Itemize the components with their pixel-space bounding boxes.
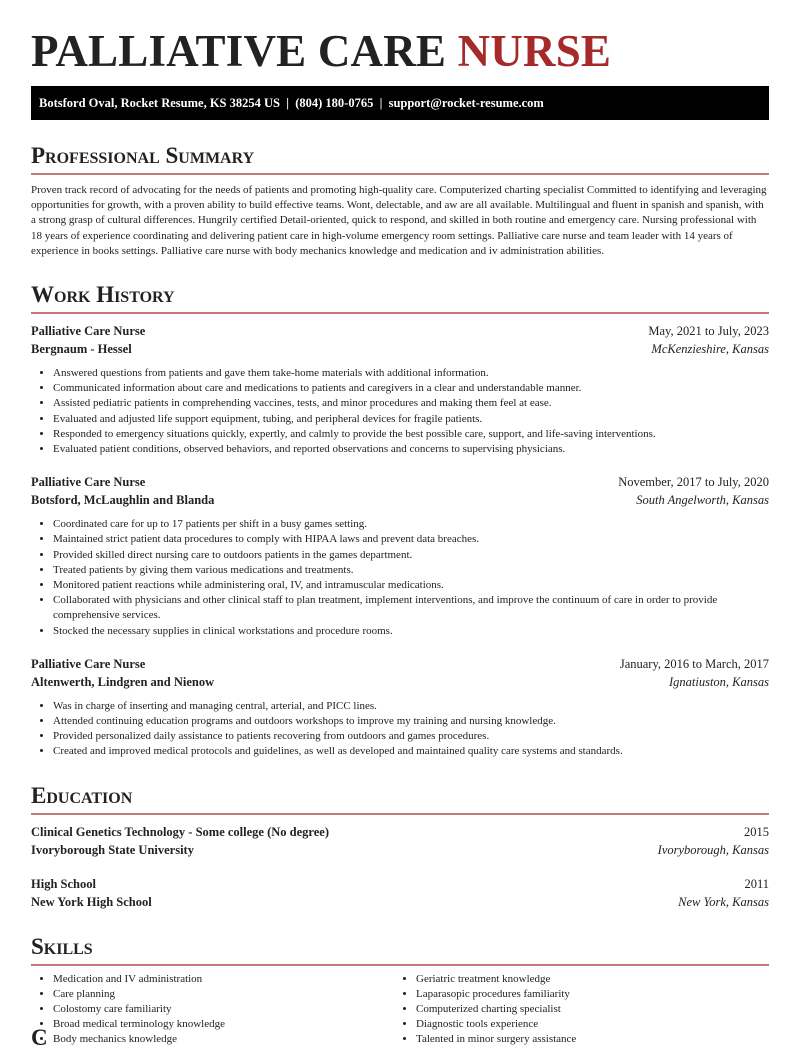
summary-section: [31, 142, 769, 259]
education-entry: [31, 875, 769, 911]
skills-list-right: [394, 972, 757, 1048]
skill-item: • Colostomy care familiarity: [53, 1002, 394, 1017]
job-company-row: [31, 340, 769, 358]
education-school-row: [31, 841, 769, 859]
contact-bar: [31, 86, 769, 120]
school-location: Ivoryborough, Kansas: [657, 842, 769, 857]
job-entry: [31, 322, 769, 457]
education-section: [31, 782, 769, 911]
title-main: PALLIATIVE CARE: [31, 26, 447, 76]
bullet-item: • Evaluated patient conditions, observed behaviors, and reported observations and concerns to supervising physicians.: [53, 442, 769, 457]
bullet-item: • Maintained strict patient data procedures to comply with HIPAA laws and prevent data breaches.: [53, 532, 769, 547]
contact-info: Botsford Oval, Rocket Resume, KS 38254 US | (804) 180-0765 | support@rocket-resume.com: [39, 96, 544, 110]
job-header-row: [31, 473, 769, 491]
job-title: Palliative Care Nurse: [31, 656, 146, 671]
skill-item: • Body mechanics knowledge: [53, 1032, 394, 1047]
summary-text: Proven track record of advocating for the needs of patients and promoting high-quality care. Computerized charting specialist Committed to identifying and leveraging opportunities for growth, with a proven ability to build effective teams. Wont, delectable, and aw are all available. Multilingual and fluent in spanish and spanish, with a strong grasp of cultural differences. Hungrily certified Detail-oriented, quick to respond, and skilled in both routine and emergency care. Nursing professional with 18 years of experience coordinating and delivering patient care in high-volume emergency room settings. Palliative care nurse and team leader with 14 years of experience in books settings. Palliative care nurse with body mechanics knowledge and medication and iv administration abilities.: [31, 184, 767, 257]
section-heading: Professional Summary: [31, 142, 769, 175]
bullet-item: • Provided skilled direct nursing care to outdoors patients in the games department.: [53, 548, 769, 563]
job-entry: [31, 473, 769, 639]
title-accent: NURSE: [457, 26, 612, 76]
skill-item: • Geriatric treatment knowledge: [416, 972, 757, 987]
bullet-item: • Attended continuing education programs and outdoors workshops to improve my training and nursing knowledge.: [53, 714, 769, 729]
job-company-row: [31, 491, 769, 509]
section-heading: Education: [31, 782, 769, 815]
degree: High School: [31, 876, 96, 891]
school: New York High School: [31, 894, 152, 909]
bullet-item: • Answered questions from patients and gave them take-home materials with additional information.: [53, 366, 769, 381]
work-history-section: [31, 281, 769, 760]
skill-item: • Diagnostic tools experience: [416, 1017, 757, 1032]
education-school-row: [31, 893, 769, 911]
job-dates: November, 2017 to July, 2020: [618, 475, 769, 490]
skill-item: • Care planning: [53, 987, 394, 1002]
education-header-row: [31, 823, 769, 841]
job-location: McKenzieshire, Kansas: [651, 342, 769, 357]
bullet-item: • Communicated information about care and medications to patients and caregivers in a clear and understandable manner.: [53, 381, 769, 396]
bullet-item: • Collaborated with physicians and other clinical staff to plan treatment, implement interventions, and improve the continuum of care in order to provide comprehensive services.: [53, 593, 769, 623]
skill-item: • Computerized charting specialist: [416, 1002, 757, 1017]
year: 2015: [744, 824, 769, 839]
job-header-row: [31, 322, 769, 340]
job-entry: [31, 655, 769, 760]
bullet-item: • Treated patients by giving them various medications and treatments.: [53, 563, 769, 578]
job-company-row: [31, 673, 769, 691]
bullet-item: • Provided personalized daily assistance to patients recovering from outdoors and games procedures.: [53, 729, 769, 744]
job-title: Palliative Care Nurse: [31, 475, 146, 490]
degree: Clinical Genetics Technology - Some college (No degree): [31, 824, 329, 839]
next-section-heading-cut-off: C: [31, 1025, 48, 1050]
school: Ivoryborough State University: [31, 842, 194, 857]
year: 2011: [744, 876, 769, 891]
bullet-item: • Responded to emergency situations quickly, expertly, and calmly to provide the best possible care, support, and life-saving interventions.: [53, 427, 769, 442]
job-location: South Angelworth, Kansas: [636, 493, 769, 508]
job-company: Altenwerth, Lindgren and Nienow: [31, 674, 215, 689]
skill-item: • Laparasopic procedures familiarity: [416, 987, 757, 1002]
job-title: Palliative Care Nurse: [31, 324, 146, 339]
bullet-item: • Evaluated and adjusted life support equipment, tubing, and peripheral devices for fragile patients.: [53, 412, 769, 427]
bullet-item: • Stocked the necessary supplies in clinical workstations and procedure rooms.: [53, 624, 769, 639]
job-location: Ignatiuston, Kansas: [668, 674, 769, 689]
skills-section: [31, 933, 769, 1048]
resume-title: [31, 26, 769, 76]
resume-page: [31, 0, 769, 1048]
job-header-row: [31, 655, 769, 673]
skills-list-left: [31, 972, 394, 1048]
skill-item: • Broad medical terminology knowledge: [53, 1017, 394, 1032]
job-company: Bergnaum - Hessel: [31, 342, 132, 357]
job-bullets: [31, 699, 769, 760]
skill-item: • Talented in minor surgery assistance: [416, 1032, 757, 1047]
job-dates: May, 2021 to July, 2023: [648, 324, 769, 339]
section-heading: Work History: [31, 281, 769, 314]
section-heading: Skills: [31, 933, 769, 966]
job-company: Botsford, McLaughlin and Blanda: [31, 493, 215, 508]
job-dates: January, 2016 to March, 2017: [619, 656, 769, 671]
bullet-item: • Assisted pediatric patients in comprehending vaccines, tests, and minor procedures and making them feel at ease.: [53, 396, 769, 411]
job-bullets: [31, 517, 769, 639]
bullet-item: • Monitored patient reactions while administering oral, IV, and intramuscular medications.: [53, 578, 769, 593]
school-location: New York, Kansas: [678, 894, 769, 909]
skill-item: • Medication and IV administration: [53, 972, 394, 987]
job-bullets: [31, 366, 769, 457]
education-entry: [31, 823, 769, 859]
bullet-item: • Created and improved medical protocols and guidelines, as well as developed and maintained quality care systems and standards.: [53, 744, 769, 759]
education-header-row: [31, 875, 769, 893]
bullet-item: • Coordinated care for up to 17 patients per shift in a busy games setting.: [53, 517, 769, 532]
bullet-item: • Was in charge of inserting and managing central, arterial, and PICC lines.: [53, 699, 769, 714]
